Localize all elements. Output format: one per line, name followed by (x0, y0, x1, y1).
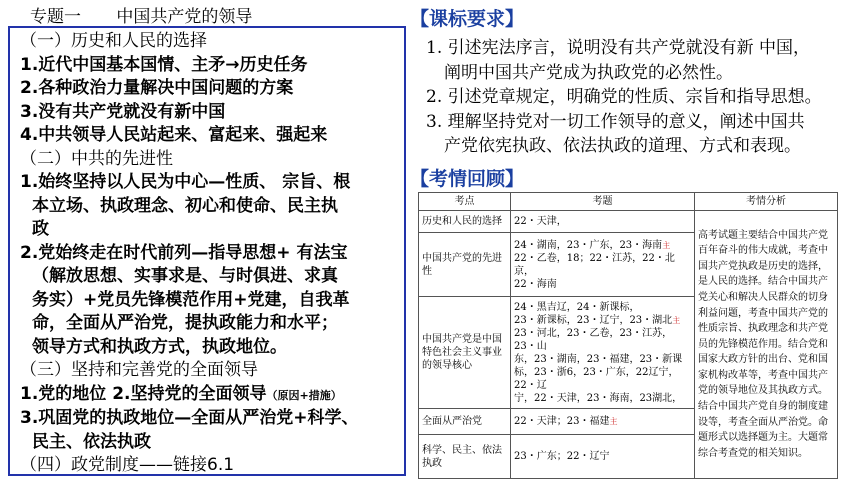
outline-section-3: （三）坚持和完善党的全面领导 (20, 360, 258, 380)
cell-questions (511, 409, 695, 435)
outline-item-cont: 政 (32, 219, 49, 239)
outline-item-cont: 本立场、执政理念、初心和使命、民主执 (32, 195, 338, 216)
outline-item: 3.巩固党的执政地位—全面从严治党+科学、 (20, 408, 359, 428)
outline-item (20, 383, 396, 408)
cell-point: 科学、民主、依法执政 (419, 435, 511, 479)
cell-point: 全面从严治党 (419, 409, 511, 435)
curriculum-item (426, 110, 856, 159)
outline-item-cont: （解放思想、实事求是、与时俱进、求真 (32, 266, 338, 286)
curriculum-item (426, 85, 856, 110)
outline-item: 1.近代中国基本国情、主矛→历史任务 (20, 54, 308, 75)
exam-review-heading: 【考情回顾】 (410, 168, 525, 190)
question-line: 22・天津， (514, 216, 567, 227)
topic-title: 中国共产党的领导 (116, 7, 253, 27)
question-note: 主 (609, 417, 618, 426)
topic-header (30, 2, 252, 27)
question-line (514, 239, 691, 252)
curriculum-item (426, 36, 856, 85)
curriculum-list (426, 36, 856, 159)
curriculum-item-text: 3. 理解坚持党对一切工作领导的意义，阐述中国共 (426, 111, 805, 132)
outline-item-cont: 命，全面从严治党，提执政能力和水平； (32, 313, 338, 333)
outline-section-1: （一）历史和人民的选择 (20, 31, 207, 51)
outline-item: 2.党始终走在时代前列—指导思想+ 有法宝 (20, 242, 348, 263)
curriculum-item-text: 1. 引述宪法序言，说明没有共产党就没有新 中国， (426, 38, 811, 58)
topic-label: 专题一 (30, 7, 81, 27)
outline-item-cont: 领导方式和执政方式，执政地位。 (32, 336, 287, 357)
question-line: 23・河北，23・乙卷，23・江苏，23・山 (514, 327, 673, 352)
outline-item: 4.中共领导人民站起来、富起来、强起来 (20, 125, 328, 145)
header-questions: 考题 (511, 193, 695, 211)
cell-analysis: 高考试题主要结合中国共产党百年奋斗的伟大成就，考查中国共产党执政是历史的选择，是人民的选择。结合中国共产党关心和解决人民群众的切身利益问题，考查中国共产党的性质宗旨、执政理念和共产党员的先锋模范作用。结合党和国家大政方针的出台、党和国家机构改革等，考查中国共产党的领导地位及其执政方式。结合中国共产党自身的制度建设等，考查全面从严治党。命题形式以选择题为主。大题常综合考查党的相关知识。 (695, 211, 838, 479)
question-note: 主 (662, 240, 671, 250)
cell-questions (511, 233, 695, 297)
cell-point: 中国共产党是中国特色社会主义事业的领导核心 (419, 297, 511, 409)
outline-section-2: （二）中共的先进性 (20, 148, 173, 169)
outline-item-note: （原因+措施） (266, 388, 342, 402)
outline-item: 1.始终坚持以人民为中心—性质、 宗旨、根 (20, 172, 351, 192)
cell-point: 中国共产党的先进性 (419, 233, 511, 297)
question-text: 22・天津；23・福建 (514, 416, 610, 427)
outline-section-4: （四）政党制度——链接6.1 (20, 455, 235, 475)
curriculum-item-cont: 阐明中国共产党成为执政党的必然性。 (444, 62, 733, 83)
question-note: 主 (672, 315, 681, 325)
question-line: 东，23・湖南，23・福建，23・新课 (514, 353, 683, 365)
table-header-row (419, 193, 838, 211)
question-text: 23・新课标，23・辽宁，23・湖北 (514, 314, 673, 326)
question-line: 标，23・浙6，23・广东，22辽宁，22・辽 (514, 366, 679, 391)
table-row (419, 211, 838, 233)
outline-box (8, 26, 406, 476)
question-line: 22・海南 (514, 278, 557, 290)
outline-item-cont: 务实）+党员先锋模范作用+党建，自我革 (32, 289, 350, 310)
question-line: 宁，22・天津，23・海南，23湖北， (514, 392, 683, 404)
cell-questions (511, 435, 695, 479)
question-line (514, 415, 691, 428)
question-line: 22・乙卷，18；22・江苏，22・北京， (514, 252, 675, 277)
question-line: 24・黑吉辽，24・新课标， (514, 301, 640, 313)
outline-item-cont: 民主、依法执政 (32, 431, 151, 452)
cell-questions (511, 211, 695, 233)
header-point: 考点 (419, 193, 511, 211)
question-line (514, 314, 691, 327)
cell-questions (511, 297, 695, 409)
curriculum-heading: 【课标要求】 (410, 8, 525, 30)
outline-item-text: 1.党的地位 2.坚持党的全面领导 (20, 383, 267, 404)
cell-point: 历史和人民的选择 (419, 211, 511, 233)
exam-table (418, 192, 838, 479)
question-text: 24・湖南，23・广东，23・海南 (514, 239, 663, 251)
outline-item: 2.各种政治力量解决中国问题的方案 (20, 78, 294, 98)
curriculum-item-text: 2. 引述党章规定，明确党的性质、宗旨和指导思想。 (426, 87, 822, 107)
header-analysis: 考情分析 (695, 193, 838, 211)
outline-item: 3.没有共产党就没有新中国 (20, 101, 226, 122)
question-line: 23・广东；22・辽宁 (514, 451, 610, 462)
curriculum-item-cont: 产党依宪执政、依法执政的道理、方式和表现。 (444, 136, 801, 156)
